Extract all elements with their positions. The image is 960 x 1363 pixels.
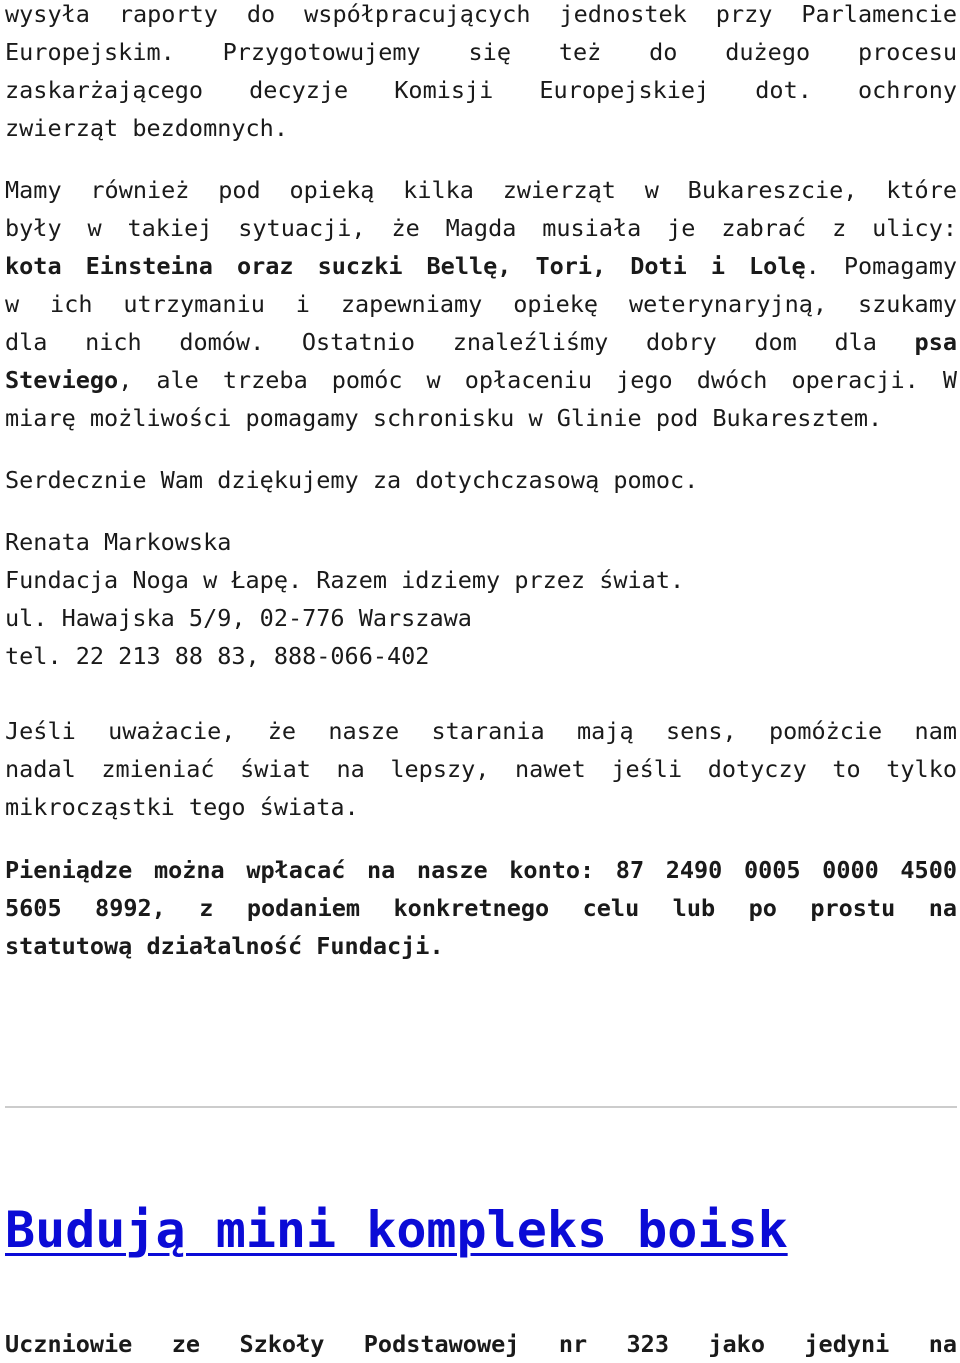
text-line: miarę możliwości pomagamy schronisku w Glinie pod Bukaresztem. xyxy=(5,404,883,432)
signature-phone: tel. 22 213 88 83, 888-066-402 xyxy=(5,642,430,670)
article-lead: Uczniowie ze Szkoły Podstawowej nr 323 jako jedyni na xyxy=(5,1330,957,1358)
signature-address: ul. Hawajska 5/9, 02-776 Warszawa xyxy=(5,604,472,632)
text-line: Serdecznie Wam dziękujemy za dotychczasową pomoc. xyxy=(5,466,699,494)
text-line: mikrocząstki tego świata. xyxy=(5,793,359,821)
paragraph-bank-account xyxy=(5,851,957,965)
paragraph-reports xyxy=(5,0,957,147)
article-title xyxy=(5,1195,788,1265)
text-line: statutową działalność Fundacji. xyxy=(5,932,444,960)
text-line: Pieniądze można wpłacać na nasze konto: 87 2490 0005 0000 4500 xyxy=(5,856,957,884)
bold-animal-names: kota Einsteina oraz suczki Bellę, Tori, Doti i Lolę xyxy=(5,252,806,280)
paragraph-bucharest-animals xyxy=(5,171,957,437)
article-title-link[interactable]: Budują mini kompleks boisk xyxy=(5,1201,788,1259)
text-line: Mamy również pod opieką kilka zwierząt w Bukareszcie, które xyxy=(5,176,957,204)
text-line: w ich utrzymaniu i zapewniamy opiekę weterynaryjną, szukamy xyxy=(5,290,957,318)
thanks-line xyxy=(5,461,957,499)
section-divider xyxy=(5,1106,957,1108)
paragraph-appeal xyxy=(5,712,957,826)
bold-dog-label: psa xyxy=(914,328,957,356)
text-line: zaskarżającego decyzje Komisji Europejskiej dot. ochrony xyxy=(5,76,957,104)
bold-dog-name: Steviego xyxy=(5,366,119,394)
text-line xyxy=(5,323,957,361)
text-line: wysyła raporty do współpracujących jednostek przy Parlamencie xyxy=(5,0,957,28)
text-line xyxy=(5,361,957,399)
text-line: były w takiej sytuacji, że Magda musiała je zabrać z ulicy: xyxy=(5,214,957,242)
signature-block xyxy=(5,523,957,675)
signature-org: Fundacja Noga w Łapę. Razem idziemy przez świat. xyxy=(5,566,685,594)
text-line xyxy=(5,247,957,285)
text-line: Europejskim. Przygotowujemy się też do dużego procesu xyxy=(5,38,957,66)
text-fragment: , ale trzeba pomóc w opłaceniu jego dwóch operacji. W xyxy=(118,366,957,394)
text-fragment: . Pomagamy xyxy=(805,252,958,280)
text-line: zwierząt bezdomnych. xyxy=(5,114,288,142)
signature-name: Renata Markowska xyxy=(5,528,232,556)
text-line: 5605 8992, z podaniem konkretnego celu lub po prostu na xyxy=(5,894,957,922)
text-fragment: dla nich domów. Ostatnio znaleźliśmy dobry dom dla xyxy=(5,328,915,356)
text-line: nadal zmieniać świat na lepszy, nawet jeśli dotyczy to tylko xyxy=(5,755,957,783)
text-line: Jeśli uważacie, że nasze starania mają sens, pomóżcie nam xyxy=(5,717,957,745)
